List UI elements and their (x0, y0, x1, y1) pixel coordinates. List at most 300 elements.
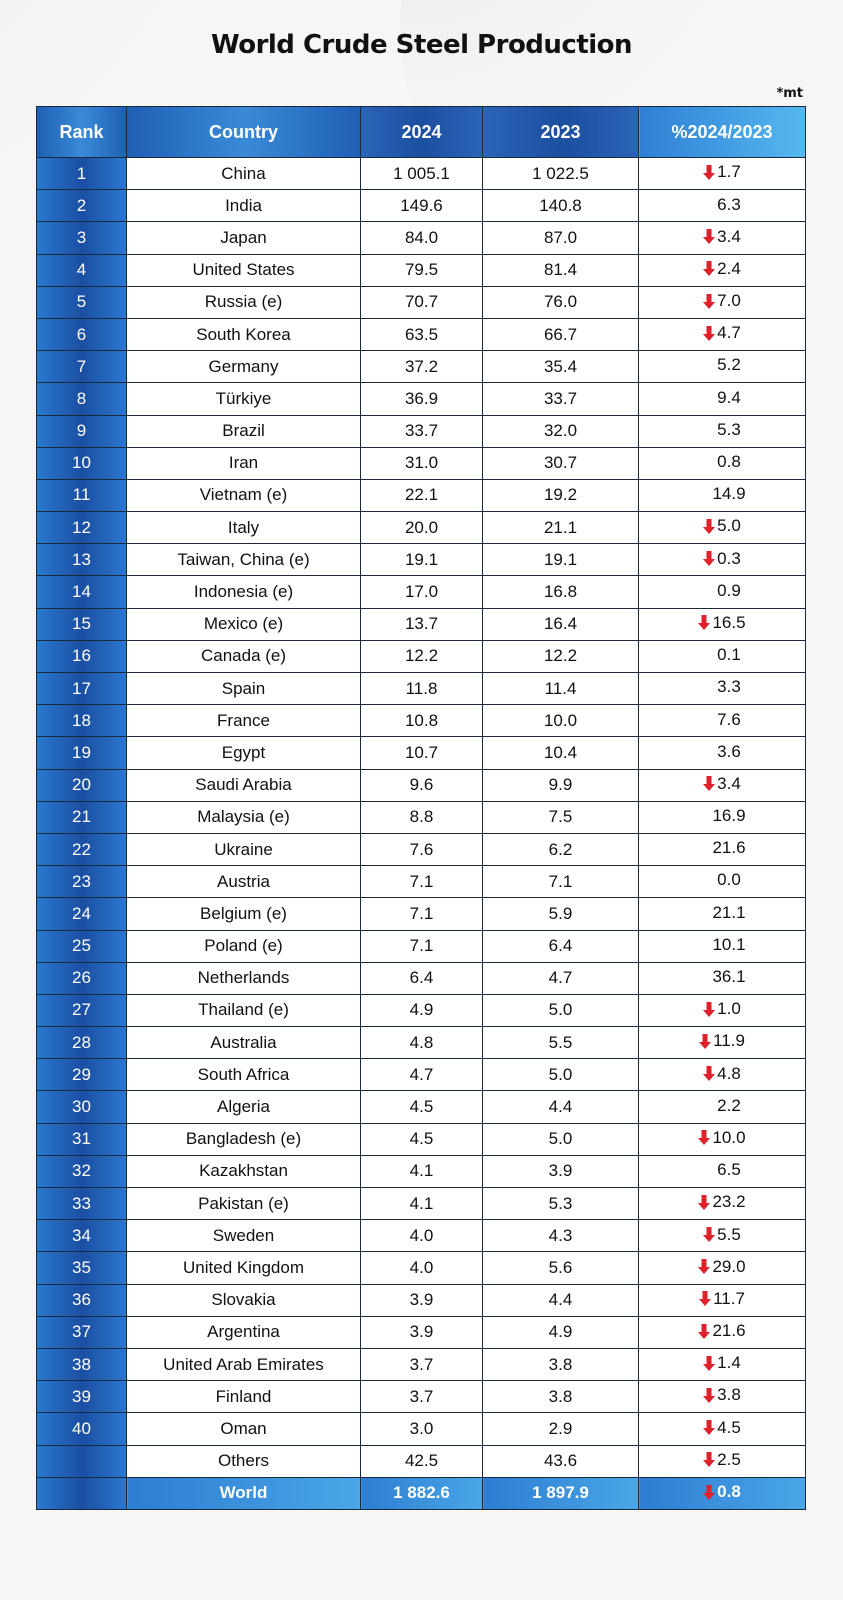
table-row (37, 801, 806, 833)
percent-change-value: 23.2 (712, 1192, 746, 1212)
arrow-down-icon (703, 326, 715, 341)
percent-change-cell (639, 705, 806, 737)
value-2023-cell: 10.4 (483, 737, 639, 769)
value-2024-cell: 7.6 (361, 833, 483, 865)
percent-change-cell (639, 351, 806, 383)
percent-change-value: 2.5 (717, 1449, 741, 1469)
rank-cell (37, 1445, 127, 1477)
value-2024-cell: 12.2 (361, 640, 483, 672)
value-2024-cell: 4.8 (361, 1027, 483, 1059)
arrow-down-icon (698, 1259, 710, 1274)
value-2024-cell: 8.8 (361, 801, 483, 833)
percent-change-cell (639, 1413, 806, 1445)
rank-cell: 25 (37, 930, 127, 962)
rank-cell: 33 (37, 1188, 127, 1220)
value-2023-cell: 5.0 (483, 994, 639, 1026)
rank-cell: 27 (37, 994, 127, 1026)
arrow-down-icon (699, 1291, 711, 1306)
value-2023-cell: 1 897.9 (483, 1477, 639, 1509)
value-2024-cell: 63.5 (361, 318, 483, 350)
table-row (37, 544, 806, 576)
country-cell: Italy (127, 512, 361, 544)
percent-change-cell (639, 1477, 806, 1509)
value-2023-cell: 4.7 (483, 962, 639, 994)
value-2024-cell: 4.1 (361, 1188, 483, 1220)
country-cell: United Kingdom (127, 1252, 361, 1284)
value-2024-cell: 3.7 (361, 1381, 483, 1413)
rank-cell: 39 (37, 1381, 127, 1413)
arrow-down-icon (698, 1324, 710, 1339)
percent-change-cell (639, 1348, 806, 1380)
percent-change-value: 5.5 (717, 1224, 741, 1244)
country-cell: Germany (127, 351, 361, 383)
percent-change-cell (639, 898, 806, 930)
percent-change-value: 0.9 (717, 580, 741, 600)
table-row (37, 1316, 806, 1348)
percent-change-cell (639, 190, 806, 222)
percent-change-value: 2.2 (717, 1095, 741, 1115)
value-2024-cell: 10.7 (361, 737, 483, 769)
rank-cell: 26 (37, 962, 127, 994)
value-2024-cell: 3.0 (361, 1413, 483, 1445)
percent-change-cell (639, 254, 806, 286)
value-2023-cell: 6.2 (483, 833, 639, 865)
percent-change-value: 11.7 (713, 1288, 745, 1308)
rank-cell: 19 (37, 737, 127, 769)
percent-change-value: 6.3 (717, 194, 741, 214)
percent-change-cell (639, 1381, 806, 1413)
value-2023-cell: 5.6 (483, 1252, 639, 1284)
rank-cell: 35 (37, 1252, 127, 1284)
percent-change-cell (639, 866, 806, 898)
country-cell: Taiwan, China (e) (127, 544, 361, 576)
value-2023-cell: 4.9 (483, 1316, 639, 1348)
country-cell: Slovakia (127, 1284, 361, 1316)
country-cell: Japan (127, 222, 361, 254)
rank-cell: 30 (37, 1091, 127, 1123)
percent-change-value: 5.2 (717, 355, 741, 375)
value-2024-cell: 7.1 (361, 930, 483, 962)
percent-change-cell (639, 737, 806, 769)
rank-cell: 40 (37, 1413, 127, 1445)
arrow-down-icon (698, 1130, 710, 1145)
rank-cell: 9 (37, 415, 127, 447)
arrow-down-icon (703, 294, 715, 309)
table-row (37, 1027, 806, 1059)
value-2023-cell: 81.4 (483, 254, 639, 286)
percent-change-value: 16.9 (712, 806, 746, 826)
table-row (37, 447, 806, 479)
rank-cell: 16 (37, 640, 127, 672)
percent-change-value: 3.8 (717, 1385, 741, 1405)
percent-change-cell (639, 994, 806, 1026)
percent-change-cell (639, 512, 806, 544)
country-cell: Pakistan (e) (127, 1188, 361, 1220)
rank-cell: 2 (37, 190, 127, 222)
percent-change-value: 3.4 (717, 226, 741, 246)
value-2024-cell: 42.5 (361, 1445, 483, 1477)
value-2023-cell: 76.0 (483, 286, 639, 318)
value-2023-cell: 5.5 (483, 1027, 639, 1059)
rank-cell: 32 (37, 1155, 127, 1187)
value-2024-cell: 79.5 (361, 254, 483, 286)
value-2023-cell: 32.0 (483, 415, 639, 447)
value-2023-cell: 19.1 (483, 544, 639, 576)
rank-cell: 14 (37, 576, 127, 608)
table-row (37, 769, 806, 801)
percent-change-cell (639, 1220, 806, 1252)
rank-cell: 24 (37, 898, 127, 930)
rank-cell: 29 (37, 1059, 127, 1091)
arrow-down-icon (703, 1452, 715, 1467)
country-cell: Sweden (127, 1220, 361, 1252)
value-2024-cell: 3.7 (361, 1348, 483, 1380)
percent-change-cell (639, 576, 806, 608)
percent-change-cell (639, 447, 806, 479)
percent-change-value: 3.4 (717, 773, 741, 793)
value-2024-cell: 17.0 (361, 576, 483, 608)
country-cell: China (127, 158, 361, 190)
percent-change-value: 1.0 (717, 999, 741, 1019)
country-cell: United Arab Emirates (127, 1348, 361, 1380)
value-2023-cell: 66.7 (483, 318, 639, 350)
country-cell: South Africa (127, 1059, 361, 1091)
rank-cell: 7 (37, 351, 127, 383)
value-2024-cell: 31.0 (361, 447, 483, 479)
header-percent-change: %2024/2023 (639, 107, 806, 158)
country-cell: Türkiye (127, 383, 361, 415)
header-2024: 2024 (361, 107, 483, 158)
rank-cell: 11 (37, 479, 127, 511)
value-2024-cell: 13.7 (361, 608, 483, 640)
value-2024-cell: 1 882.6 (361, 1477, 483, 1509)
header-rank: Rank (37, 107, 127, 158)
value-2023-cell: 140.8 (483, 190, 639, 222)
rank-cell: 18 (37, 705, 127, 737)
percent-change-value: 9.4 (717, 387, 741, 407)
table-row (37, 512, 806, 544)
country-cell: Algeria (127, 1091, 361, 1123)
percent-change-cell (639, 318, 806, 350)
table-row (37, 1381, 806, 1413)
percent-change-value: 0.1 (717, 645, 741, 665)
percent-change-cell (639, 769, 806, 801)
table-row (37, 1348, 806, 1380)
percent-change-value: 10.0 (712, 1127, 746, 1147)
country-cell: Netherlands (127, 962, 361, 994)
arrow-down-icon (703, 776, 715, 791)
table-row (37, 222, 806, 254)
table-row (37, 962, 806, 994)
percent-change-cell (639, 415, 806, 447)
percent-change-cell (639, 1284, 806, 1316)
world-total-row (37, 1477, 806, 1509)
percent-change-cell (639, 1445, 806, 1477)
country-cell: Russia (e) (127, 286, 361, 318)
value-2024-cell: 6.4 (361, 962, 483, 994)
value-2024-cell: 19.1 (361, 544, 483, 576)
arrow-down-icon (703, 229, 715, 244)
value-2024-cell: 70.7 (361, 286, 483, 318)
table-row (37, 254, 806, 286)
value-2024-cell: 4.1 (361, 1155, 483, 1187)
value-2023-cell: 1 022.5 (483, 158, 639, 190)
country-cell: Saudi Arabia (127, 769, 361, 801)
steel-production-table (36, 106, 806, 1510)
percent-change-cell (639, 1027, 806, 1059)
header-2023: 2023 (483, 107, 639, 158)
percent-change-cell (639, 544, 806, 576)
value-2023-cell: 35.4 (483, 351, 639, 383)
rank-cell: 38 (37, 1348, 127, 1380)
arrow-down-icon (703, 165, 715, 180)
percent-change-value: 14.9 (712, 484, 746, 504)
unit-label: *mt (776, 86, 803, 101)
value-2024-cell: 11.8 (361, 673, 483, 705)
percent-change-value: 1.7 (717, 162, 741, 182)
table-row (37, 576, 806, 608)
country-cell: Belgium (e) (127, 898, 361, 930)
table-row (37, 1188, 806, 1220)
percent-change-cell (639, 608, 806, 640)
rank-cell: 17 (37, 673, 127, 705)
percent-change-value: 1.4 (717, 1353, 741, 1373)
value-2023-cell: 11.4 (483, 673, 639, 705)
country-cell: Thailand (e) (127, 994, 361, 1026)
header-country: Country (127, 107, 361, 158)
value-2023-cell: 10.0 (483, 705, 639, 737)
percent-change-cell (639, 1188, 806, 1220)
country-cell: Egypt (127, 737, 361, 769)
percent-change-cell (639, 801, 806, 833)
value-2023-cell: 4.4 (483, 1091, 639, 1123)
percent-change-cell (639, 833, 806, 865)
table-row (37, 833, 806, 865)
value-2024-cell: 84.0 (361, 222, 483, 254)
value-2023-cell: 87.0 (483, 222, 639, 254)
value-2023-cell: 3.9 (483, 1155, 639, 1187)
arrow-down-icon (698, 615, 710, 630)
arrow-down-icon (703, 551, 715, 566)
arrow-down-icon (703, 1002, 715, 1017)
table-row (37, 286, 806, 318)
value-2023-cell: 5.9 (483, 898, 639, 930)
table-row (37, 1155, 806, 1187)
percent-change-cell (639, 1059, 806, 1091)
country-cell: Argentina (127, 1316, 361, 1348)
value-2023-cell: 43.6 (483, 1445, 639, 1477)
rank-cell: 20 (37, 769, 127, 801)
table-row (37, 1413, 806, 1445)
rank-cell: 34 (37, 1220, 127, 1252)
percent-change-cell (639, 1123, 806, 1155)
country-cell: South Korea (127, 318, 361, 350)
table-row (37, 351, 806, 383)
country-cell: World (127, 1477, 361, 1509)
percent-change-value: 21.6 (712, 838, 746, 858)
value-2024-cell: 4.9 (361, 994, 483, 1026)
country-cell: Canada (e) (127, 640, 361, 672)
value-2023-cell: 12.2 (483, 640, 639, 672)
value-2024-cell: 33.7 (361, 415, 483, 447)
table-row (37, 1252, 806, 1284)
value-2024-cell: 22.1 (361, 479, 483, 511)
table-row (37, 1059, 806, 1091)
value-2024-cell: 7.1 (361, 866, 483, 898)
percent-change-value: 5.3 (717, 419, 741, 439)
percent-change-cell (639, 479, 806, 511)
percent-change-value: 2.4 (717, 258, 741, 278)
percent-change-value: 10.1 (712, 934, 746, 954)
country-cell: Iran (127, 447, 361, 479)
percent-change-value: 21.1 (712, 902, 746, 922)
table-row (37, 479, 806, 511)
percent-change-value: 0.8 (717, 452, 741, 472)
country-cell: Austria (127, 866, 361, 898)
value-2023-cell: 7.1 (483, 866, 639, 898)
country-cell: Brazil (127, 415, 361, 447)
percent-change-value: 4.5 (717, 1417, 741, 1437)
percent-change-cell (639, 158, 806, 190)
percent-change-cell (639, 640, 806, 672)
percent-change-cell (639, 1316, 806, 1348)
rank-cell: 31 (37, 1123, 127, 1155)
value-2023-cell: 5.0 (483, 1123, 639, 1155)
value-2024-cell: 149.6 (361, 190, 483, 222)
country-cell: Vietnam (e) (127, 479, 361, 511)
country-cell: Indonesia (e) (127, 576, 361, 608)
value-2023-cell: 30.7 (483, 447, 639, 479)
value-2023-cell: 7.5 (483, 801, 639, 833)
country-cell: Ukraine (127, 833, 361, 865)
percent-change-cell (639, 930, 806, 962)
arrow-down-icon (703, 1420, 715, 1435)
value-2023-cell: 3.8 (483, 1381, 639, 1413)
value-2024-cell: 3.9 (361, 1284, 483, 1316)
arrow-down-icon (699, 1034, 711, 1049)
arrow-down-icon (703, 1066, 715, 1081)
value-2023-cell: 5.0 (483, 1059, 639, 1091)
table-row (37, 866, 806, 898)
percent-change-value: 16.5 (712, 612, 746, 632)
value-2024-cell: 36.9 (361, 383, 483, 415)
rank-cell: 4 (37, 254, 127, 286)
arrow-down-icon (703, 1227, 715, 1242)
percent-change-value: 0.8 (717, 1482, 741, 1502)
country-cell: Mexico (e) (127, 608, 361, 640)
rank-cell: 10 (37, 447, 127, 479)
rank-cell: 21 (37, 801, 127, 833)
value-2023-cell: 19.2 (483, 479, 639, 511)
country-cell: Finland (127, 1381, 361, 1413)
percent-change-value: 3.3 (717, 677, 741, 697)
table-row (37, 1445, 806, 1477)
table-row (37, 673, 806, 705)
arrow-down-icon (703, 1356, 715, 1371)
percent-change-value: 6.5 (717, 1160, 741, 1180)
table-row (37, 994, 806, 1026)
table-row (37, 1123, 806, 1155)
percent-change-cell (639, 1155, 806, 1187)
percent-change-value: 29.0 (712, 1256, 746, 1276)
rank-cell: 1 (37, 158, 127, 190)
value-2023-cell: 4.3 (483, 1220, 639, 1252)
percent-change-value: 21.6 (712, 1321, 746, 1341)
value-2023-cell: 16.4 (483, 608, 639, 640)
rank-cell: 3 (37, 222, 127, 254)
table-row (37, 705, 806, 737)
percent-change-value: 7.6 (717, 709, 741, 729)
table-row (37, 640, 806, 672)
value-2024-cell: 4.0 (361, 1220, 483, 1252)
value-2024-cell: 1 005.1 (361, 158, 483, 190)
arrow-down-icon (698, 1195, 710, 1210)
value-2023-cell: 5.3 (483, 1188, 639, 1220)
page-title: World Crude Steel Production (210, 30, 633, 60)
country-cell: United States (127, 254, 361, 286)
percent-change-cell (639, 962, 806, 994)
value-2024-cell: 7.1 (361, 898, 483, 930)
percent-change-value: 0.0 (717, 870, 741, 890)
country-cell: Oman (127, 1413, 361, 1445)
value-2023-cell: 6.4 (483, 930, 639, 962)
table-row (37, 737, 806, 769)
table-row (37, 1091, 806, 1123)
rank-cell: 22 (37, 833, 127, 865)
value-2024-cell: 9.6 (361, 769, 483, 801)
value-2024-cell: 37.2 (361, 351, 483, 383)
value-2024-cell: 4.0 (361, 1252, 483, 1284)
country-cell: India (127, 190, 361, 222)
arrow-down-icon (703, 519, 715, 534)
percent-change-value: 36.1 (712, 967, 746, 987)
value-2023-cell: 16.8 (483, 576, 639, 608)
percent-change-cell (639, 222, 806, 254)
value-2023-cell: 4.4 (483, 1284, 639, 1316)
table-row (37, 190, 806, 222)
header-row (37, 107, 806, 158)
country-cell: Spain (127, 673, 361, 705)
value-2024-cell: 4.5 (361, 1123, 483, 1155)
rank-cell: 28 (37, 1027, 127, 1059)
percent-change-value: 4.8 (717, 1063, 741, 1083)
arrow-down-icon (703, 1388, 715, 1403)
table-row (37, 158, 806, 190)
rank-cell: 6 (37, 318, 127, 350)
rank-cell: 37 (37, 1316, 127, 1348)
percent-change-value: 0.3 (717, 548, 741, 568)
table-row (37, 608, 806, 640)
table-row (37, 318, 806, 350)
rank-cell: 12 (37, 512, 127, 544)
value-2023-cell: 33.7 (483, 383, 639, 415)
rank-cell: 8 (37, 383, 127, 415)
rank-cell: 15 (37, 608, 127, 640)
value-2023-cell: 3.8 (483, 1348, 639, 1380)
percent-change-cell (639, 1252, 806, 1284)
table-row (37, 930, 806, 962)
percent-change-value: 3.6 (717, 741, 741, 761)
rank-cell (37, 1477, 127, 1509)
rank-cell: 13 (37, 544, 127, 576)
country-cell: Australia (127, 1027, 361, 1059)
country-cell: Poland (e) (127, 930, 361, 962)
rank-cell: 36 (37, 1284, 127, 1316)
percent-change-value: 4.7 (717, 323, 741, 343)
table-row (37, 1284, 806, 1316)
table-row (37, 415, 806, 447)
percent-change-cell (639, 1091, 806, 1123)
